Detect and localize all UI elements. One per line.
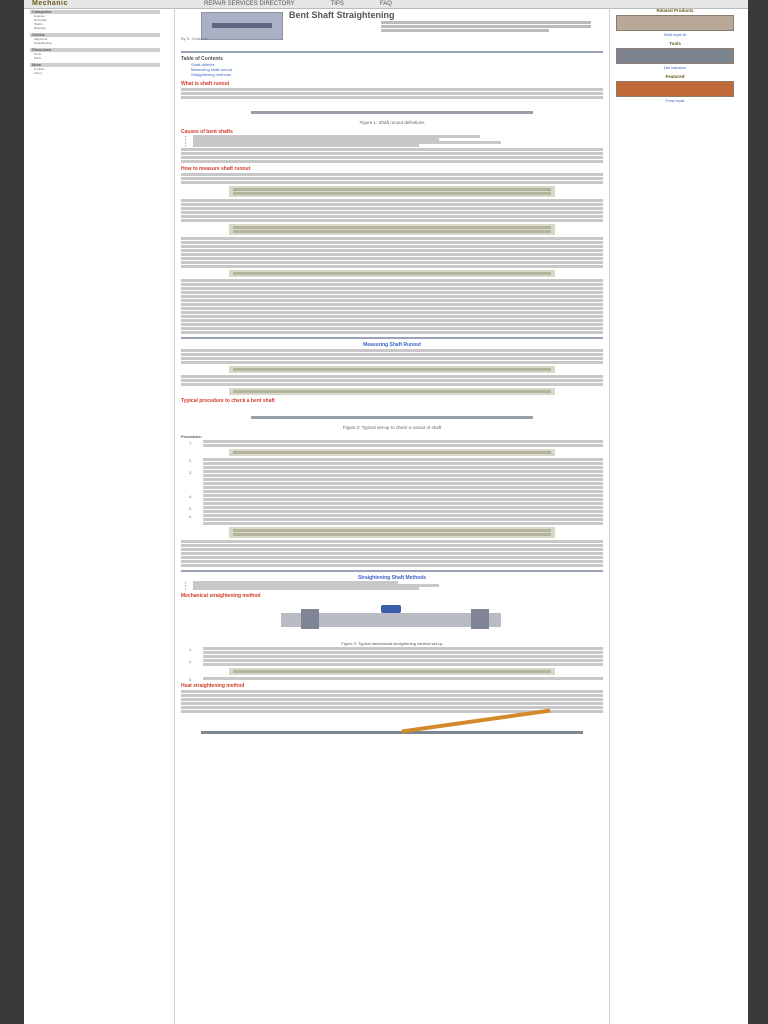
sidebar-group	[30, 33, 160, 45]
sidebar-heading: Categories	[30, 10, 160, 14]
procedure-step: 6.	[181, 514, 603, 525]
section-heading: Heat straightening method	[181, 683, 245, 689]
procedure-label: Procedure:	[181, 434, 203, 439]
sidebar-link[interactable]: Shafts	[34, 23, 43, 26]
procedure-step: 5.	[181, 506, 603, 513]
ad-image[interactable]	[616, 15, 734, 31]
section-heading: Causes of bent shafts	[181, 129, 233, 135]
paragraph	[181, 199, 603, 222]
section-heading: Typical procedure to check a bent shaft	[181, 398, 275, 404]
section	[181, 683, 603, 745]
section	[181, 575, 603, 590]
sidebar-heading: Guides	[30, 33, 160, 37]
nav-link[interactable]: FAQ	[379, 1, 392, 7]
procedure-step: 1.	[181, 440, 603, 447]
section	[181, 593, 603, 680]
toc-link[interactable]: Straightening methods	[191, 72, 232, 77]
ad-title: Related Products	[656, 8, 694, 13]
figure	[181, 717, 603, 745]
list-item	[181, 587, 603, 590]
note-box	[229, 186, 555, 197]
sidebar-link[interactable]: Drivetrain	[34, 19, 47, 22]
sidebar-ad[interactable]	[612, 8, 738, 37]
sidebar-heading: Resources	[30, 48, 160, 52]
note-box	[229, 668, 555, 675]
ad-title: Featured	[665, 74, 685, 79]
section	[181, 166, 603, 334]
list-item	[181, 144, 603, 147]
site-logo[interactable]: Mechanic	[32, 0, 68, 7]
shaft-diagram	[251, 416, 533, 419]
sidebar-link[interactable]: Bearings	[34, 27, 46, 30]
procedure-step: 1.	[181, 647, 603, 658]
page	[24, 0, 748, 1024]
figure-caption: Figure 2: Typical set-up to check a runout of shaft	[342, 425, 442, 430]
toc-link[interactable]: Shaft defects	[191, 62, 215, 67]
procedure-step: 3.	[181, 470, 603, 493]
figure-caption: Figure 3: Typical mechanical straightening method set-up	[341, 641, 443, 646]
procedure-step: 3.	[181, 677, 603, 680]
sidebar-group	[30, 63, 160, 75]
section	[181, 81, 603, 125]
sidebar-link[interactable]: Engines	[34, 15, 45, 18]
note-box	[229, 366, 555, 373]
ad-image[interactable]	[616, 81, 734, 97]
paragraph	[181, 540, 603, 567]
top-nav	[204, 0, 392, 8]
paragraph	[181, 375, 603, 386]
section-heading: Measuring Shaft Runout	[363, 342, 421, 348]
shaft-diagram	[251, 111, 533, 114]
press-ram	[381, 605, 401, 613]
paragraph	[181, 237, 603, 268]
section-heading: Straightening Shaft Methods	[357, 575, 427, 581]
procedure-step: 2.	[181, 458, 603, 469]
sidebar-link[interactable]: Contact	[34, 68, 45, 71]
sidebar-link[interactable]: Tools	[34, 53, 42, 56]
figure	[181, 408, 603, 430]
sidebar-heading: More	[30, 63, 160, 67]
shaft-image	[201, 12, 283, 40]
procedure-step: 2.	[181, 659, 603, 666]
section	[181, 342, 603, 395]
ad-title: Tools	[669, 41, 681, 46]
ad-link[interactable]: Shaft repair kit	[663, 33, 687, 37]
paragraph	[181, 88, 603, 99]
press-support	[301, 609, 319, 629]
nav-link[interactable]: TIPS	[330, 1, 344, 7]
section-heading: Mechanical straightening method	[181, 593, 261, 599]
divider	[181, 570, 603, 572]
section	[181, 398, 603, 567]
ad-link[interactable]: Dial indicators	[664, 66, 686, 70]
section-heading: What is shaft runout	[181, 81, 230, 87]
toc-link[interactable]: Measuring shaft runout	[191, 67, 232, 72]
intro-text	[381, 20, 591, 33]
article	[174, 8, 610, 1024]
ad-image[interactable]	[616, 48, 734, 64]
nav-link[interactable]: REPAIR SERVICES DIRECTORY	[204, 1, 295, 7]
note-box	[229, 449, 555, 456]
sidebar-ad[interactable]	[612, 41, 738, 70]
sidebar-ad[interactable]	[612, 74, 738, 103]
press-support	[471, 609, 489, 629]
table-of-contents	[181, 56, 603, 77]
toc-title: Table of Contents	[181, 56, 223, 62]
article-meta: By S. Goldman	[181, 36, 208, 41]
paragraph	[181, 279, 603, 334]
right-sidebar	[612, 8, 738, 107]
article-header	[181, 8, 603, 48]
paragraph	[181, 173, 603, 184]
note-box	[229, 527, 555, 538]
figure	[181, 103, 603, 125]
sidebar-link[interactable]: Alignment	[34, 38, 48, 41]
section	[181, 129, 603, 163]
page-title: Bent Shaft Straightening	[289, 10, 395, 20]
sidebar-group	[30, 10, 160, 30]
sidebar-group	[30, 48, 160, 60]
shaft-rail	[201, 731, 583, 734]
figure	[181, 603, 603, 637]
divider	[181, 337, 603, 339]
procedure-step: 4.	[181, 494, 603, 505]
sidebar-link[interactable]: About	[34, 72, 42, 75]
section-heading: How to measure shaft runout	[181, 166, 251, 172]
ad-link[interactable]: Pump repair	[665, 99, 685, 103]
figure-caption: Figure 1: Shaft runout definitions	[359, 120, 425, 125]
divider	[181, 51, 603, 53]
note-box	[229, 388, 555, 395]
note-box	[229, 270, 555, 277]
note-box	[229, 224, 555, 235]
left-sidebar	[30, 10, 160, 78]
paragraph	[181, 349, 603, 364]
paragraph	[181, 148, 603, 163]
sidebar-link[interactable]: Parts	[34, 57, 42, 60]
sidebar-link[interactable]: Straightening	[34, 42, 52, 45]
